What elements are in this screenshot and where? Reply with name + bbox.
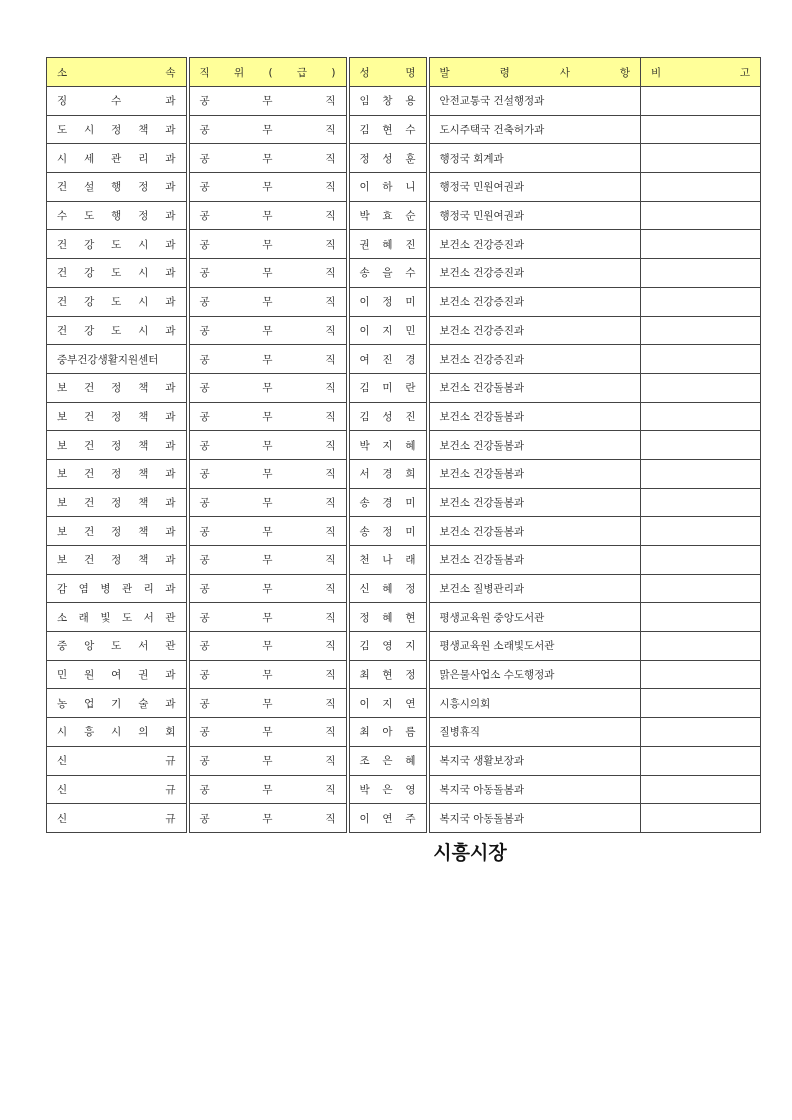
cell-position: 공 무 직 xyxy=(188,574,348,603)
cell-affiliation: 시 흥 시 의 회 xyxy=(47,718,188,747)
cell-position: 공 무 직 xyxy=(188,115,348,144)
cell-appointment: 보건소 건강증진과 xyxy=(428,345,641,374)
cell-appointment: 보건소 건강증진과 xyxy=(428,230,641,259)
table-row xyxy=(47,173,761,202)
cell-position: 공 무 직 xyxy=(188,87,348,116)
table-row xyxy=(47,517,761,546)
cell-name: 박 은 영 xyxy=(348,775,428,804)
cell-name: 이 하 니 xyxy=(348,173,428,202)
table-row xyxy=(47,746,761,775)
header-position: 직 위 ( 급 ) xyxy=(188,58,348,87)
cell-remarks xyxy=(641,488,761,517)
cell-remarks xyxy=(641,201,761,230)
cell-remarks xyxy=(641,287,761,316)
cell-remarks xyxy=(641,804,761,833)
cell-affiliation: 수 도 행 정 과 xyxy=(47,201,188,230)
cell-appointment: 맑은물사업소 수도행정과 xyxy=(428,660,641,689)
cell-appointment: 보건소 건강돌봄과 xyxy=(428,459,641,488)
table-row xyxy=(47,259,761,288)
table-row xyxy=(47,660,761,689)
cell-position: 공 무 직 xyxy=(188,230,348,259)
cell-position: 공 무 직 xyxy=(188,316,348,345)
cell-name: 최 아 름 xyxy=(348,718,428,747)
cell-name: 정 혜 현 xyxy=(348,603,428,632)
cell-affiliation: 보 건 정 책 과 xyxy=(47,373,188,402)
cell-affiliation: 신 규 xyxy=(47,775,188,804)
issuer-signature: 시흥시장 xyxy=(433,842,507,864)
cell-affiliation: 건 강 도 시 과 xyxy=(47,287,188,316)
table-row xyxy=(47,632,761,661)
cell-name: 김 영 지 xyxy=(348,632,428,661)
cell-name: 서 경 희 xyxy=(348,459,428,488)
cell-name: 이 지 연 xyxy=(348,689,428,718)
cell-position: 공 무 직 xyxy=(188,632,348,661)
cell-affiliation: 징 수 과 xyxy=(47,87,188,116)
cell-name: 박 지 혜 xyxy=(348,431,428,460)
cell-name: 임 창 용 xyxy=(348,87,428,116)
table-row xyxy=(47,87,761,116)
table-row xyxy=(47,144,761,173)
cell-affiliation: 농 업 기 술 과 xyxy=(47,689,188,718)
cell-position: 공 무 직 xyxy=(188,603,348,632)
cell-affiliation: 보 건 정 책 과 xyxy=(47,488,188,517)
cell-name: 최 현 정 xyxy=(348,660,428,689)
cell-remarks xyxy=(641,431,761,460)
table-row xyxy=(47,230,761,259)
table-row xyxy=(47,804,761,833)
appointment-table xyxy=(46,57,761,833)
cell-appointment: 행정국 민원여권과 xyxy=(428,201,641,230)
cell-remarks xyxy=(641,373,761,402)
cell-name: 여 진 경 xyxy=(348,345,428,374)
cell-position: 공 무 직 xyxy=(188,287,348,316)
cell-remarks xyxy=(641,603,761,632)
table-header-row xyxy=(47,58,761,87)
cell-position: 공 무 직 xyxy=(188,345,348,374)
cell-name: 박 효 순 xyxy=(348,201,428,230)
cell-appointment: 보건소 건강돌봄과 xyxy=(428,488,641,517)
cell-affiliation: 중 앙 도 서 관 xyxy=(47,632,188,661)
cell-appointment: 복지국 생활보장과 xyxy=(428,746,641,775)
cell-affiliation: 민 원 여 권 과 xyxy=(47,660,188,689)
cell-position: 공 무 직 xyxy=(188,517,348,546)
cell-name: 김 성 진 xyxy=(348,402,428,431)
cell-affiliation: 도 시 정 책 과 xyxy=(47,115,188,144)
table-row xyxy=(47,115,761,144)
cell-affiliation: 보 건 정 책 과 xyxy=(47,517,188,546)
table-row xyxy=(47,603,761,632)
cell-name: 이 정 미 xyxy=(348,287,428,316)
cell-position: 공 무 직 xyxy=(188,201,348,230)
cell-position: 공 무 직 xyxy=(188,660,348,689)
cell-remarks xyxy=(641,746,761,775)
table-body xyxy=(47,87,761,833)
cell-affiliation: 감 염 병 관 리 과 xyxy=(47,574,188,603)
cell-appointment: 행정국 민원여권과 xyxy=(428,173,641,202)
cell-remarks xyxy=(641,689,761,718)
cell-name: 이 연 주 xyxy=(348,804,428,833)
cell-affiliation: 중부건강생활지원센터 xyxy=(47,345,188,374)
cell-appointment: 복지국 아동돌봄과 xyxy=(428,804,641,833)
cell-affiliation: 건 강 도 시 과 xyxy=(47,316,188,345)
table-row xyxy=(47,402,761,431)
table-row xyxy=(47,287,761,316)
cell-appointment: 질병휴직 xyxy=(428,718,641,747)
cell-position: 공 무 직 xyxy=(188,144,348,173)
cell-position: 공 무 직 xyxy=(188,775,348,804)
table-row xyxy=(47,718,761,747)
cell-remarks xyxy=(641,718,761,747)
cell-position: 공 무 직 xyxy=(188,402,348,431)
cell-appointment: 복지국 아동돌봄과 xyxy=(428,775,641,804)
cell-appointment: 평생교육원 중앙도서관 xyxy=(428,603,641,632)
table-row xyxy=(47,488,761,517)
cell-position: 공 무 직 xyxy=(188,746,348,775)
cell-name: 신 혜 정 xyxy=(348,574,428,603)
cell-affiliation: 건 강 도 시 과 xyxy=(47,259,188,288)
cell-name: 김 현 수 xyxy=(348,115,428,144)
cell-name: 정 성 훈 xyxy=(348,144,428,173)
cell-appointment: 평생교육원 소래빛도서관 xyxy=(428,632,641,661)
cell-remarks xyxy=(641,775,761,804)
header-appointment: 발 령 사 항 xyxy=(428,58,641,87)
cell-appointment: 시흥시의회 xyxy=(428,689,641,718)
cell-affiliation: 신 규 xyxy=(47,804,188,833)
cell-position: 공 무 직 xyxy=(188,373,348,402)
header-remarks: 비 고 xyxy=(641,58,761,87)
table-row xyxy=(47,689,761,718)
cell-appointment: 행정국 회계과 xyxy=(428,144,641,173)
cell-appointment: 보건소 건강증진과 xyxy=(428,316,641,345)
cell-remarks xyxy=(641,345,761,374)
cell-appointment: 보건소 건강돌봄과 xyxy=(428,373,641,402)
table-row xyxy=(47,201,761,230)
cell-position: 공 무 직 xyxy=(188,689,348,718)
header-name: 성 명 xyxy=(348,58,428,87)
cell-position: 공 무 직 xyxy=(188,459,348,488)
cell-appointment: 보건소 건강돌봄과 xyxy=(428,402,641,431)
cell-remarks xyxy=(641,660,761,689)
cell-appointment: 보건소 건강돌봄과 xyxy=(428,517,641,546)
cell-affiliation: 보 건 정 책 과 xyxy=(47,431,188,460)
table-row xyxy=(47,345,761,374)
table-row xyxy=(47,373,761,402)
cell-affiliation: 신 규 xyxy=(47,746,188,775)
cell-remarks xyxy=(641,173,761,202)
cell-name: 김 미 란 xyxy=(348,373,428,402)
cell-position: 공 무 직 xyxy=(188,488,348,517)
cell-name: 송 정 미 xyxy=(348,517,428,546)
cell-position: 공 무 직 xyxy=(188,546,348,575)
table-row xyxy=(47,775,761,804)
cell-remarks xyxy=(641,230,761,259)
header-affiliation: 소 속 xyxy=(47,58,188,87)
cell-affiliation: 시 세 관 리 과 xyxy=(47,144,188,173)
cell-remarks xyxy=(641,574,761,603)
cell-appointment: 안전교통국 건설행정과 xyxy=(428,87,641,116)
table-row xyxy=(47,546,761,575)
cell-remarks xyxy=(641,546,761,575)
cell-affiliation: 보 건 정 책 과 xyxy=(47,546,188,575)
cell-name: 송 경 미 xyxy=(348,488,428,517)
table-row xyxy=(47,316,761,345)
cell-name: 송 을 수 xyxy=(348,259,428,288)
table-row xyxy=(47,574,761,603)
table-row xyxy=(47,459,761,488)
cell-affiliation: 건 설 행 정 과 xyxy=(47,173,188,202)
cell-name: 천 나 래 xyxy=(348,546,428,575)
cell-appointment: 보건소 건강돌봄과 xyxy=(428,431,641,460)
cell-name: 권 혜 진 xyxy=(348,230,428,259)
cell-position: 공 무 직 xyxy=(188,259,348,288)
cell-remarks xyxy=(641,402,761,431)
cell-affiliation: 보 건 정 책 과 xyxy=(47,402,188,431)
cell-position: 공 무 직 xyxy=(188,431,348,460)
cell-affiliation: 보 건 정 책 과 xyxy=(47,459,188,488)
cell-name: 조 은 혜 xyxy=(348,746,428,775)
cell-appointment: 보건소 건강돌봄과 xyxy=(428,546,641,575)
cell-remarks xyxy=(641,517,761,546)
cell-position: 공 무 직 xyxy=(188,173,348,202)
cell-remarks xyxy=(641,632,761,661)
cell-remarks xyxy=(641,259,761,288)
table-row xyxy=(47,431,761,460)
cell-remarks xyxy=(641,115,761,144)
cell-appointment: 도시주택국 건축허가과 xyxy=(428,115,641,144)
cell-remarks xyxy=(641,87,761,116)
cell-appointment: 보건소 질병관리과 xyxy=(428,574,641,603)
cell-affiliation: 소 래 빛 도 서 관 xyxy=(47,603,188,632)
cell-appointment: 보건소 건강증진과 xyxy=(428,259,641,288)
cell-remarks xyxy=(641,459,761,488)
cell-affiliation: 건 강 도 시 과 xyxy=(47,230,188,259)
cell-remarks xyxy=(641,316,761,345)
cell-name: 이 지 민 xyxy=(348,316,428,345)
cell-position: 공 무 직 xyxy=(188,718,348,747)
cell-appointment: 보건소 건강증진과 xyxy=(428,287,641,316)
cell-remarks xyxy=(641,144,761,173)
cell-position: 공 무 직 xyxy=(188,804,348,833)
